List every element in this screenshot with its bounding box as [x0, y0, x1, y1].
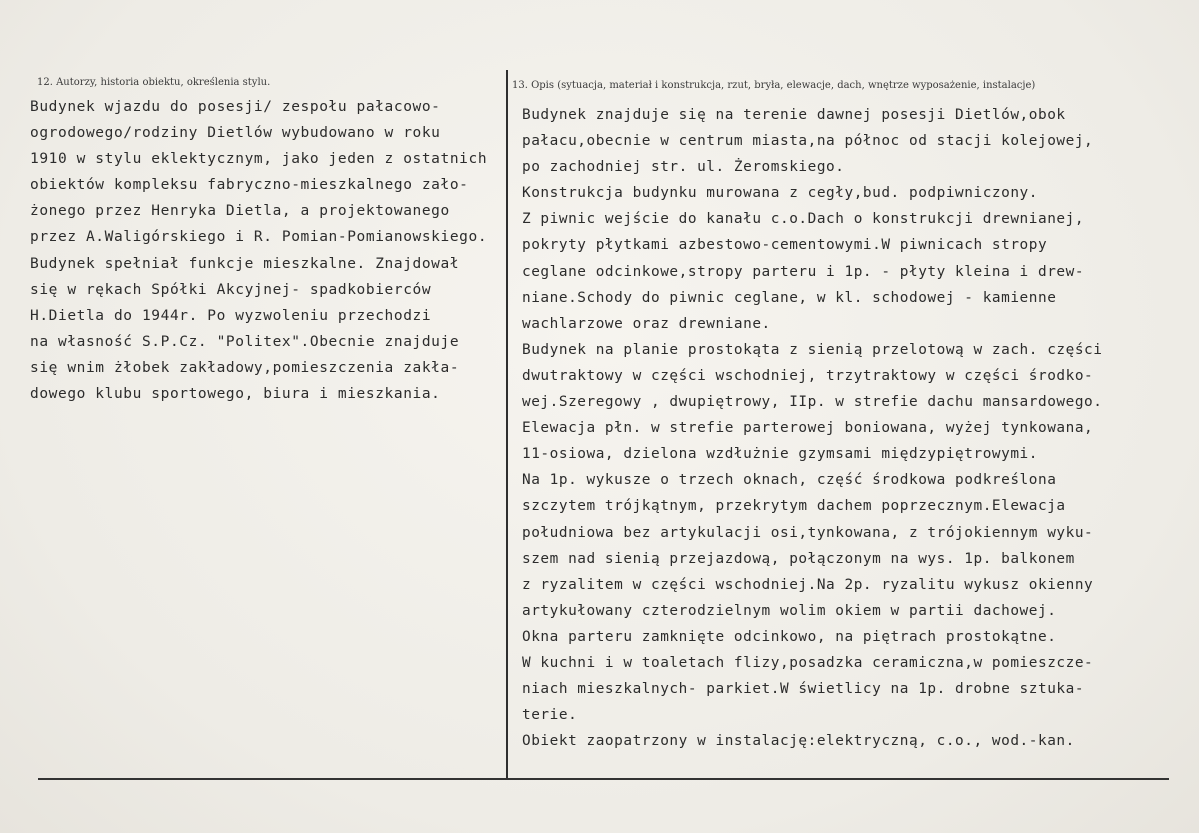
- text-line: terie.: [522, 707, 578, 724]
- column-divider: [506, 70, 508, 778]
- text-line: Budynek znajduje się na terenie dawnej posesji Dietlów,obok: [522, 107, 1066, 123]
- text-line: się w rękach Spółki Akcyjnej- spadkobierców: [30, 281, 432, 298]
- text-line: pokryty płytkami azbestowo-cementowymi.W piwnicach stropy: [522, 237, 1048, 254]
- text-line: wej.Szeregowy , dwupiętrowy, IIp. w strefie dachu mansardowego.: [522, 394, 1103, 411]
- text-line: południowa bez artykulacji osi,tynkowana, z trójokiennym wyku-: [522, 524, 1094, 541]
- text-line: Obiekt zaopatrzony w instalację:elektryczną, c.o., wod.-kan.: [522, 733, 1075, 750]
- text-line: szem nad sienią przejazdową, połączonym na wys. 1p. balkonem: [522, 550, 1075, 567]
- text-line: Budynek na planie prostokąta z sienią przelotową w zach. części: [522, 341, 1103, 358]
- text-line: Budynek spełniał funkcje mieszkalne. Znajdował: [30, 255, 460, 272]
- bottom-rule: [38, 778, 1169, 780]
- text-line: Konstrukcja budynku murowana z cegły,bud. podpiwniczony.: [522, 185, 1038, 202]
- text-line: obiektów kompleksu fabryczno-mieszkalnego zało-: [30, 177, 469, 194]
- text-line: po zachodniej str. ul. Żeromskiego.: [522, 159, 845, 176]
- text-line: Elewacja płn. w strefie parterowej boniowana, wyżej tynkowana,: [522, 420, 1094, 437]
- section-12-heading: 12. Autorzy, historia obiektu, określenia stylu.: [37, 77, 271, 88]
- text-line: dowego klubu sportowego, biura i mieszkania.: [30, 386, 441, 403]
- text-line: Z piwnic wejście do kanału c.o.Dach o konstrukcji drewnianej,: [522, 211, 1085, 228]
- text-line: niach mieszkalnych- parkiet.W świetlicy na 1p. drobne sztuka-: [522, 681, 1085, 698]
- text-line: z ryzalitem w części wschodniej.Na 2p. ryzalitu wykusz okienny: [522, 576, 1094, 593]
- text-line: Na 1p. wykusze o trzech oknach, część środkowa podkreślona: [522, 472, 1057, 489]
- text-line: ogrodowego/rodziny Dietlów wybudowano w roku: [30, 125, 441, 142]
- text-line: przez A.Waligórskiego i R. Pomian-Pomianowskiego.: [30, 229, 488, 246]
- text-line: pałacu,obecnie w centrum miasta,na północ od stacji kolejowej,: [522, 133, 1094, 150]
- text-line: się wnim żłobek zakładowy,pomieszczenia zakła-: [30, 359, 460, 376]
- text-line: żonego przez Henryka Dietla, a projektowanego: [30, 203, 450, 220]
- section-12-body: [30, 94, 487, 407]
- section-13-body: [522, 102, 1102, 754]
- text-line: Budynek wjazdu do posesji/ zespołu pałacowo-: [30, 99, 441, 115]
- text-line: H.Dietla do 1944r. Po wyzwoleniu przechodzi: [30, 307, 432, 324]
- text-line: Okna parteru zamknięte odcinkowo, na piętrach prostokątne.: [522, 628, 1057, 645]
- text-line: W kuchni i w toaletach flizy,posadzka ceramiczna,w pomieszcze-: [522, 654, 1094, 671]
- text-line: 11-osiowa, dzielona wzdłużnie gzymsami międzypiętrowymi.: [522, 446, 1038, 463]
- text-line: niane.Schody do piwnic ceglane, w kl. schodowej - kamienne: [522, 289, 1057, 306]
- text-line: ceglane odcinkowe,stropy parteru i 1p. - płyty kleina i drew-: [522, 263, 1085, 280]
- section-13-heading: 13. Opis (sytuacja, materiał i konstrukcja, rzut, bryła, elewacje, dach, wnętrze wyposażenie, instalacje): [512, 80, 1036, 91]
- text-line: 1910 w stylu eklektycznym, jako jeden z ostatnich: [30, 151, 488, 168]
- text-line: wachlarzowe oraz drewniane.: [522, 315, 771, 332]
- text-line: artykułowany czterodzielnym wolim okiem w partii dachowej.: [522, 602, 1057, 619]
- text-line: dwutraktowy w części wschodniej, trzytraktowy w części środko-: [522, 367, 1094, 384]
- text-line: szczytem trójkątnym, przekrytym dachem poprzecznym.Elewacja: [522, 498, 1066, 515]
- text-line: na własność S.P.Cz. "Politex".Obecnie znajduje: [30, 333, 460, 350]
